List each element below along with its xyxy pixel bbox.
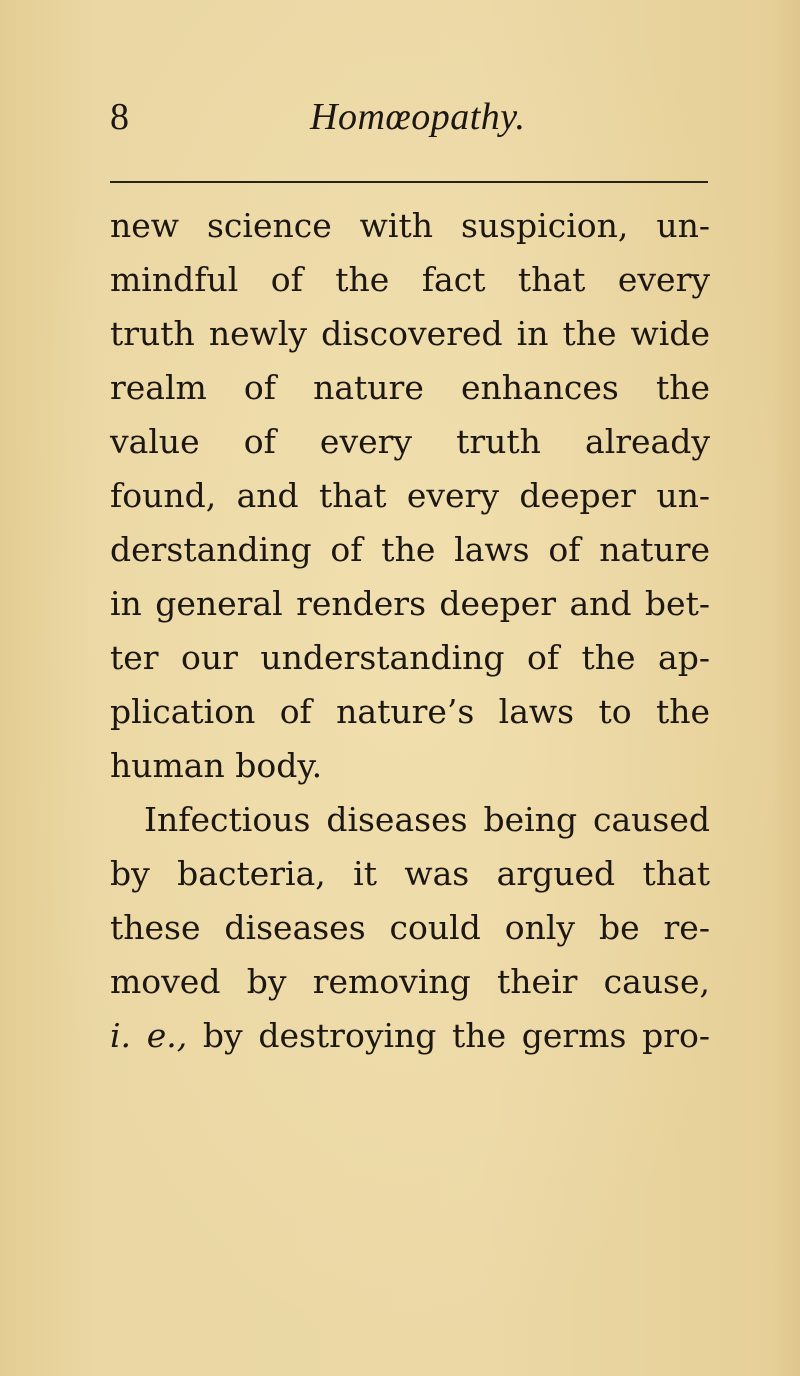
text-line: truth newly discovered in the wide	[110, 314, 710, 353]
paragraph-start-line: Infectious diseases being caused	[144, 800, 710, 839]
text-line: these diseases could only be re-	[110, 908, 710, 947]
page-gutter-shadow	[770, 0, 800, 1376]
running-title: Homœopathy.	[310, 96, 526, 138]
text-line: found, and that every deeper un-	[110, 476, 710, 515]
page-header	[110, 92, 710, 142]
text-line: plication of nature’s laws to the	[110, 692, 710, 731]
text-line: in general renders deeper and bet-	[110, 584, 710, 623]
body-text	[110, 199, 710, 1063]
text-line: by bacteria, it was argued that	[110, 854, 710, 893]
text-line: moved by removing their cause,	[110, 962, 710, 1001]
text-line: realm of nature enhances the	[110, 368, 710, 407]
text-line-last	[110, 1009, 710, 1063]
text-line: new science with suspicion, un-	[110, 206, 710, 245]
page-number: 8	[110, 96, 129, 138]
text-line: mindful of the fact that every	[110, 260, 710, 299]
text-line: value of every truth already	[110, 422, 710, 461]
text-line: human body.	[110, 746, 323, 785]
text-line: derstanding of the laws of nature	[110, 530, 710, 569]
text-line-rest: by destroying the germs pro-	[202, 1016, 710, 1055]
header-rule	[110, 181, 708, 183]
latin-abbreviation: i. e.,	[110, 1016, 188, 1055]
text-line: ter our understanding of the ap-	[110, 638, 710, 677]
